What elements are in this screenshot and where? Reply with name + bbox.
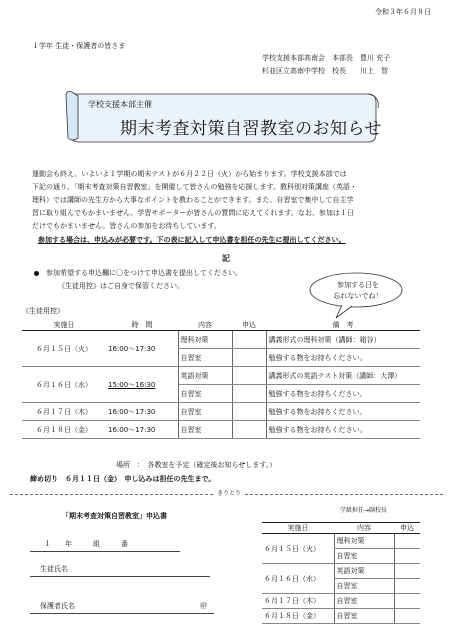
- recipient-line: １学年 生徒・保護者の皆さま: [32, 42, 126, 50]
- intro-line-4: 習に取り組んでもかまいません。学習サポーターが皆さんの質問に応えてくれます。なお、参加は１日: [32, 209, 354, 217]
- row-note: 講義形式の理科対策（講師：箱谷）: [266, 331, 420, 349]
- place-line: 場所 ： 各教室を予定（確定後お知らせします。）: [116, 461, 277, 469]
- schedule-header-row: [22, 319, 420, 331]
- col-date: 実施日: [22, 319, 106, 331]
- apply-cell[interactable]: [232, 349, 266, 367]
- row-content: 英語対策: [178, 367, 232, 385]
- form-title: 「期末考査対策自習教室」申込書: [62, 512, 167, 520]
- teacher-route-label: 学級担任→副校長: [340, 507, 388, 514]
- col-content: 内容: [334, 523, 394, 534]
- row-note: 勉強する物をお持ちください。: [266, 421, 420, 439]
- table-row: [262, 609, 420, 624]
- intro-line-3: 理科）では講師の先生方から大事なポイントを教わることができます。また、自習室で集中して自主学: [32, 196, 354, 204]
- banner-subtitle: 学校支援本部主催: [88, 100, 152, 109]
- row-time: 16:00～17:30: [106, 421, 178, 439]
- row-date: ６月１５日（火）: [22, 331, 106, 367]
- table-row: [22, 421, 420, 439]
- apply-cell[interactable]: [394, 549, 420, 564]
- parent-name-field[interactable]: [30, 613, 214, 614]
- row-date: ６月１５日（火）: [262, 534, 334, 564]
- row-note: 勉強する物をお持ちください。: [266, 349, 420, 367]
- col-note: 備 考: [266, 319, 420, 331]
- apply-cell[interactable]: [394, 579, 420, 594]
- bubble-line-2: 忘れないでね！: [333, 292, 383, 300]
- row-content: 理科対策: [334, 534, 394, 549]
- student-copy-label: 《生徒用控》: [22, 307, 64, 315]
- col-apply: 申込: [232, 319, 266, 331]
- seal-mark: ㊞: [200, 602, 207, 610]
- class-number-line[interactable]: １ 年 組 番: [44, 540, 128, 548]
- apply-cell[interactable]: [394, 534, 420, 549]
- apply-cell[interactable]: [232, 403, 266, 421]
- row-date: ６月１８日（金）: [22, 421, 106, 439]
- row-content: 自習室: [178, 349, 232, 367]
- banner-title: 期末考査対策自習教室のお知らせ: [120, 119, 382, 139]
- apply-cell[interactable]: [232, 331, 266, 349]
- bubble-line-1: 参加する日を: [337, 281, 379, 289]
- row-content: 自習室: [178, 403, 232, 421]
- row-note: 勉強する物をお持ちください。: [266, 385, 420, 403]
- row-content: 自習室: [334, 549, 394, 564]
- table-row: [262, 564, 420, 579]
- row-date: ６月１６日（水）: [22, 367, 106, 403]
- sender-line-1: 学校支援本部高南会 本部長 豊川 充子: [262, 54, 391, 62]
- apply-cell[interactable]: [394, 609, 420, 624]
- apply-cell[interactable]: [232, 367, 266, 385]
- sender-line-2: 杉並区立高南中学校 校長 川上 智: [262, 67, 388, 75]
- application-header-row: [262, 523, 420, 534]
- row-date: ６月１６日（水）: [262, 564, 334, 594]
- col-content: 内容: [178, 319, 232, 331]
- row-content: 自習室: [334, 579, 394, 594]
- row-time: 16:00～17:30: [106, 331, 178, 367]
- student-name-field[interactable]: [30, 576, 210, 577]
- ki-heading: 記: [222, 254, 230, 263]
- row-date: ６月１８日（金）: [262, 609, 334, 624]
- deadline-line: 締め切り ６月１１日（金） 申し込みは担任の先生まで。: [30, 475, 216, 483]
- apply-cell[interactable]: [232, 421, 266, 439]
- table-row: [22, 367, 420, 385]
- table-row: [262, 534, 420, 549]
- apply-cell[interactable]: [232, 385, 266, 403]
- col-apply: 申込: [394, 523, 420, 534]
- row-date: ６月１７日（木）: [22, 403, 106, 421]
- intro-line-1: 運動会も終え、いよいよ１学期の期末テストが６月２２日（火）から始まります。学校支援本部では: [32, 170, 347, 178]
- application-table: [262, 522, 420, 624]
- schedule-table: [22, 319, 420, 439]
- row-content: 自習室: [334, 594, 394, 609]
- parent-name-label: 保護者氏名: [40, 602, 75, 610]
- row-time: 15:00～16:30: [106, 367, 178, 403]
- bullet-instruction: 参加希望する申込欄に〇をつけて申込書を提出してください。: [46, 269, 242, 277]
- row-content: 自習室: [334, 609, 394, 624]
- bubble-text: [322, 280, 394, 302]
- intro-line-5: だけでもかまいません。皆さんの参加をお待ちしています。: [32, 222, 221, 230]
- issue-date: 令和３年６月８日: [375, 8, 431, 16]
- apply-cell[interactable]: [394, 564, 420, 579]
- table-row: [22, 403, 420, 421]
- class-underline: [30, 551, 180, 552]
- notice-line: 参加する場合は、申込みが必要です。下の表に記入して申込書を担任の先生に提出してください。: [38, 236, 346, 244]
- bullet-dot: [34, 271, 39, 276]
- intro-line-2: 下記の通り、「期末考査対策自習教室」を開催して皆さんの勉強を応援します。教科別対策講座（英語・: [32, 183, 357, 191]
- row-content: 英語対策: [334, 564, 394, 579]
- apply-cell[interactable]: [394, 594, 420, 609]
- row-date: ６月１７日（木）: [262, 594, 334, 609]
- bullet-keep-copy: 《生徒用控》はご自身で保管ください。: [58, 282, 184, 290]
- col-time: 時 間: [106, 319, 178, 331]
- row-note: 勉強する物をお持ちください。: [266, 403, 420, 421]
- row-time: 16:00～17:30: [106, 403, 178, 421]
- row-content: 自習室: [178, 385, 232, 403]
- row-content: 理科対策: [178, 331, 232, 349]
- student-name-label: 生徒氏名: [40, 565, 68, 573]
- row-note: 講義形式の英語テスト対策（講師：大澤）: [266, 367, 420, 385]
- row-content: 自習室: [178, 421, 232, 439]
- cut-label: きりとり: [214, 488, 244, 497]
- col-date: 実施日: [262, 523, 334, 534]
- table-row: [22, 331, 420, 349]
- table-row: [262, 594, 420, 609]
